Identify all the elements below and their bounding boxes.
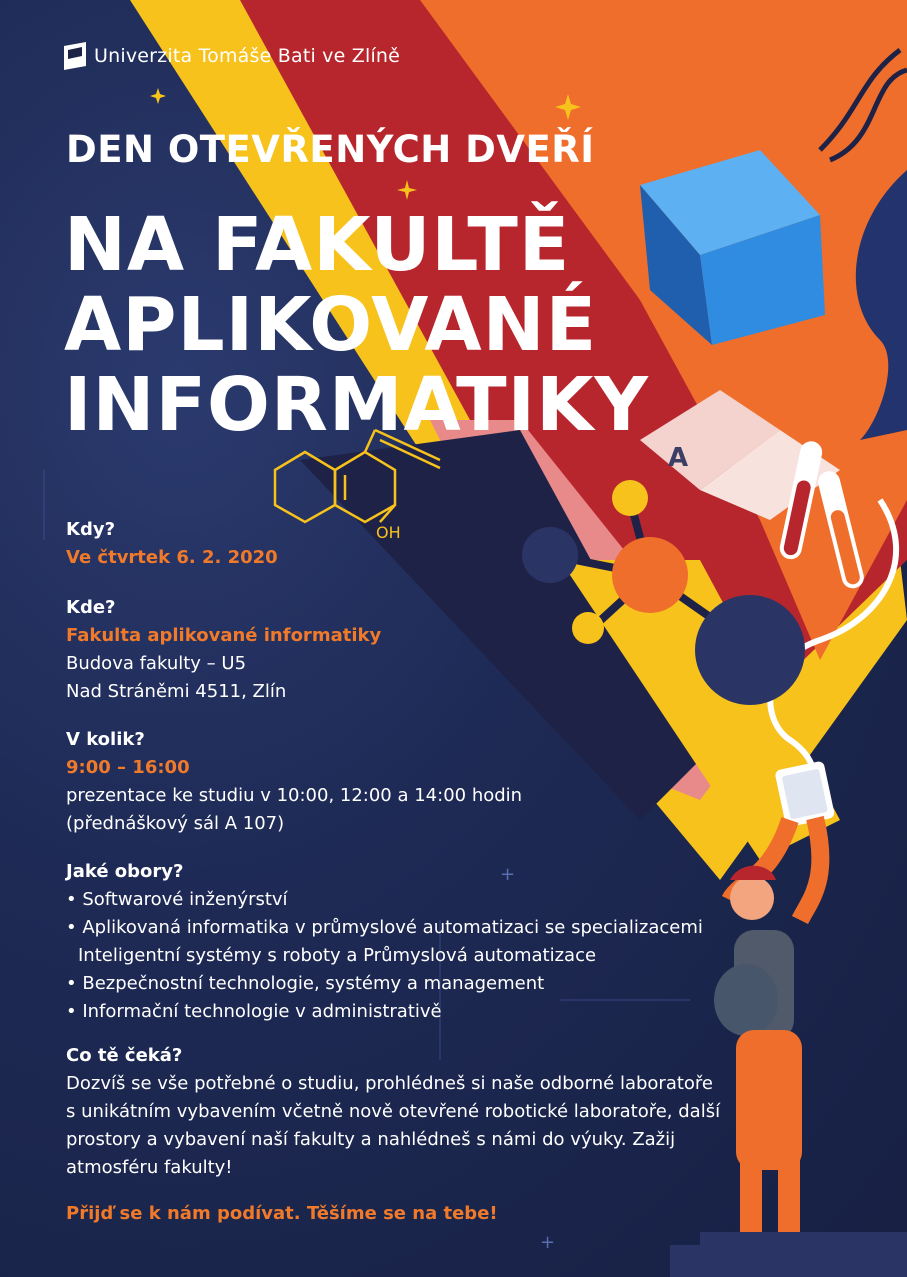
where-value: Fakulta aplikované informatiky	[66, 625, 382, 646]
programs-section	[66, 858, 703, 1026]
title-line-3: INFORMATIKY	[64, 362, 650, 448]
where-address: Nad Stráněmi 4511, Zlín	[66, 681, 287, 702]
where-section	[66, 594, 381, 706]
university-logo	[64, 42, 400, 70]
program-item: • Bezpečnostní technologie, systémy a management	[66, 973, 545, 994]
expect-line: atmosféru fakulty!	[66, 1157, 233, 1178]
title-line-2: APLIKOVANÉ	[64, 282, 598, 368]
svg-text:+: +	[540, 1232, 556, 1253]
title-line-1: NA FAKULTĚ	[64, 202, 571, 288]
expect-line: s unikátním vybavením včetně nově otevřené robotické laboratoře, další	[66, 1101, 721, 1122]
program-item-continued: Inteligentní systémy s roboty a Průmyslová automatizace	[78, 945, 597, 966]
when-section	[66, 516, 278, 572]
university-name: Univerzita Tomáše Bati ve Zlíně	[94, 45, 401, 67]
time-section	[66, 726, 522, 838]
expect-section	[66, 1042, 720, 1182]
chemical-oh-label: OH	[376, 523, 401, 542]
expect-line: prostory a vybavení naší fakulty a nahlédneš s námi do výuky. Zažij	[66, 1129, 676, 1150]
stairs-shape	[670, 1232, 907, 1277]
programs-heading: Jaké obory?	[66, 861, 184, 882]
when-heading: Kdy?	[66, 519, 116, 540]
program-item: • Aplikovaná informatika v průmyslové automatizaci se specializacemi	[66, 917, 703, 938]
utb-logo-icon	[64, 42, 86, 70]
time-presentations: prezentace ke studiu v 10:00, 12:00 a 14:00 hodin	[66, 785, 523, 806]
program-item: • Softwarové inženýrství	[66, 889, 288, 910]
where-heading: Kde?	[66, 597, 116, 618]
time-room: (přednáškový sál A 107)	[66, 813, 285, 834]
time-heading: V kolik?	[66, 729, 145, 750]
book-letter: A	[668, 443, 689, 473]
where-building: Budova fakulty – U5	[66, 653, 247, 674]
svg-text:+: +	[500, 864, 516, 885]
event-title	[64, 202, 650, 448]
call-to-action: Přijď se k nám podívat. Těšíme se na tebe!	[66, 1203, 498, 1224]
time-value: 9:00 – 16:00	[66, 757, 190, 778]
program-item: • Informační technologie v administrativě	[66, 1001, 442, 1022]
event-subtitle: DEN OTEVŘENÝCH DVEŘÍ	[66, 128, 595, 171]
expect-heading: Co tě čeká?	[66, 1045, 183, 1066]
when-value: Ve čtvrtek 6. 2. 2020	[66, 547, 278, 568]
expect-line: Dozvíš se vše potřebné o studiu, prohlédneš si naše odborné laboratoře	[66, 1073, 713, 1094]
